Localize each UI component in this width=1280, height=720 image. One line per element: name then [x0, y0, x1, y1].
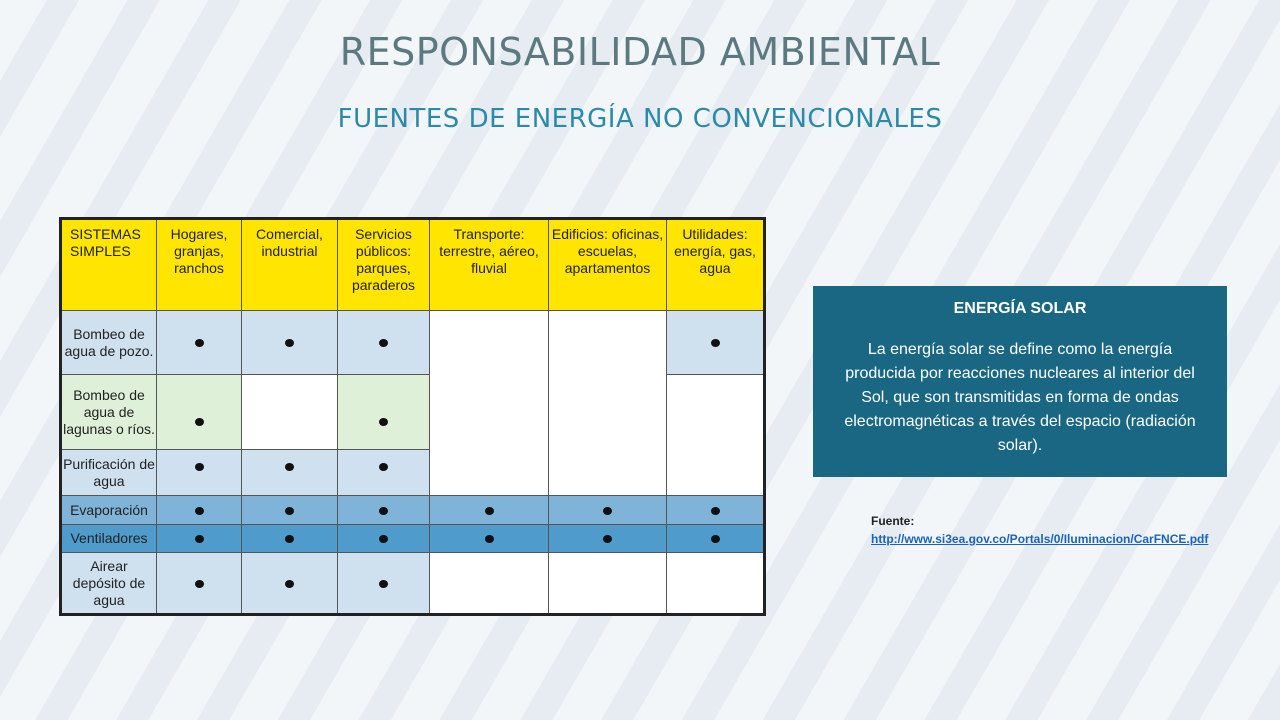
info-box-title: ENERGÍA SOLAR [953, 300, 1087, 317]
table-cell [157, 450, 242, 496]
row-label: Airear depósito de agua [61, 553, 157, 615]
bullet-mark [195, 339, 204, 347]
bullet-mark [285, 339, 294, 347]
table-cell [157, 496, 242, 525]
table-cell [338, 311, 430, 375]
bullet-mark [603, 507, 612, 515]
table-cell [157, 311, 242, 375]
bullet-mark [379, 339, 388, 347]
table-cell [430, 311, 549, 496]
table-cell [549, 311, 667, 496]
table-cell [242, 496, 338, 525]
row-label: Bombeo de agua de lagunas o ríos. [61, 375, 157, 450]
energy-systems-table [59, 217, 766, 616]
table-row [61, 311, 765, 375]
bullet-mark [485, 535, 494, 543]
table-cell [430, 496, 549, 525]
slide-title: RESPONSABILIDAD AMBIENTAL [339, 30, 941, 74]
table-cell [242, 450, 338, 496]
table-cell [430, 553, 549, 615]
table-row [61, 496, 765, 525]
bullet-mark [285, 580, 294, 588]
table-cell [667, 525, 765, 553]
table-cell [667, 496, 765, 525]
bullet-mark [285, 463, 294, 471]
table-cell [157, 525, 242, 553]
bullet-mark [485, 507, 494, 515]
table-cell [338, 496, 430, 525]
column-header: Hogares, granjas, ranchos [157, 219, 242, 311]
bullet-mark [711, 535, 720, 543]
table-cell [242, 311, 338, 375]
row-label: Bombeo de agua de pozo. [61, 311, 157, 375]
bullet-mark [379, 580, 388, 588]
table-cell [242, 553, 338, 615]
table-cell [549, 525, 667, 553]
row-label: Evaporación [61, 496, 157, 525]
bullet-mark [195, 507, 204, 515]
slide-subtitle: FUENTES DE ENERGÍA NO CONVENCIONALES [337, 104, 943, 134]
row-label: Purificación de agua [61, 450, 157, 496]
bullet-mark [379, 418, 388, 426]
column-header: Edificios: oficinas, escuelas, apartamentos [549, 219, 667, 311]
bullet-mark [379, 507, 388, 515]
bullet-mark [379, 535, 388, 543]
source-label: Fuente: [871, 514, 915, 528]
bullet-mark [285, 535, 294, 543]
table-cell [338, 450, 430, 496]
bullet-mark [195, 580, 204, 588]
table-row [61, 553, 765, 615]
column-header: Utilidades: energía, gas, agua [667, 219, 765, 311]
row-label: Ventiladores [61, 525, 157, 553]
table-cell [338, 553, 430, 615]
table-cell [157, 553, 242, 615]
table-cell [242, 375, 338, 450]
table-cell [667, 553, 765, 615]
source-link[interactable]: http://www.si3ea.gov.co/Portals/0/Iluminacion/CarFNCE.pdf [871, 532, 1209, 546]
source-citation [871, 512, 1216, 548]
bullet-mark [195, 418, 204, 426]
table-cell [430, 525, 549, 553]
column-header: Servicios públicos: parques, paraderos [338, 219, 430, 311]
column-header: Transporte: terrestre, aéreo, fluvial [430, 219, 549, 311]
table-cell [549, 496, 667, 525]
bullet-mark [285, 507, 294, 515]
column-header: Comercial, industrial [242, 219, 338, 311]
table-header-row [61, 219, 765, 311]
bullet-mark [195, 463, 204, 471]
table-row [61, 525, 765, 553]
column-header: SISTEMAS SIMPLES [61, 219, 157, 311]
bullet-mark [603, 535, 612, 543]
table-cell [549, 553, 667, 615]
table-cell [667, 375, 765, 496]
bullet-mark [711, 507, 720, 515]
solar-energy-info-box [813, 286, 1227, 477]
table-cell [338, 525, 430, 553]
info-box-text: La energía solar se define como la energía producida por reacciones nucleares al interior del Sol, que son transmitidas en forma de ondas electromagnéticas a través del espacio (radiación solar). [844, 341, 1196, 454]
bullet-mark [379, 463, 388, 471]
table-cell [338, 375, 430, 450]
bullet-mark [711, 339, 720, 347]
bullet-mark [195, 535, 204, 543]
table-cell [667, 311, 765, 375]
table-cell [157, 375, 242, 450]
table-cell [242, 525, 338, 553]
